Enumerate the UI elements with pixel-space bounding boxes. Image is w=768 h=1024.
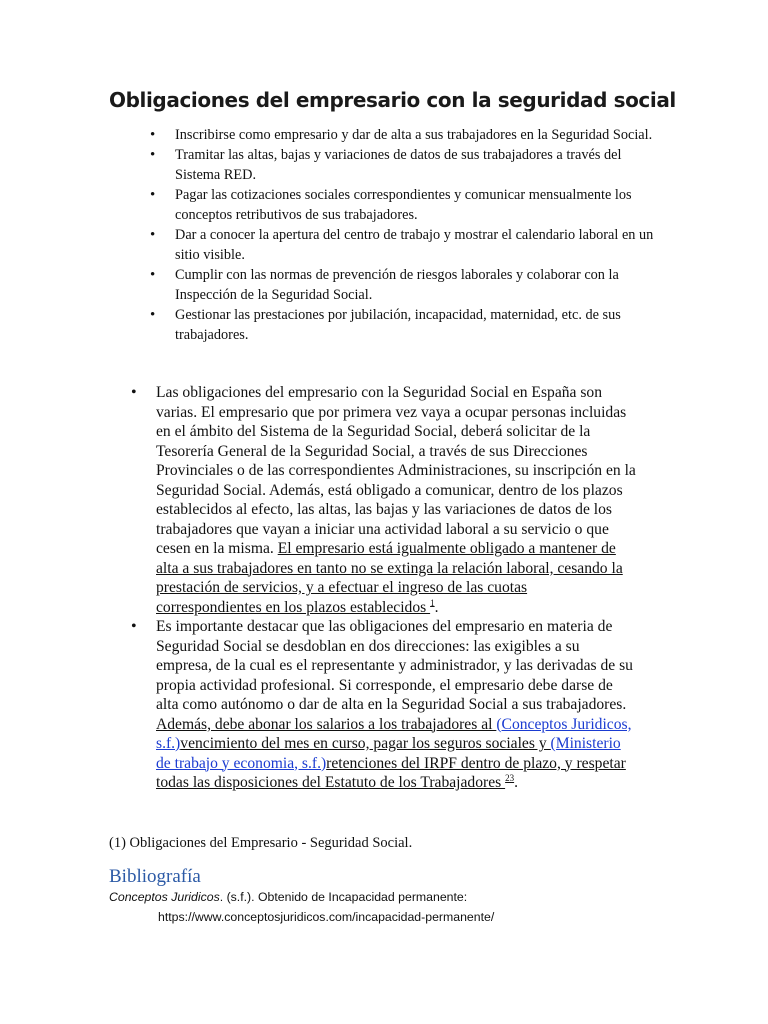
citation-link-conceptos[interactable]: (Conceptos Juridicos, s.f.) (156, 715, 632, 752)
list-item: • Inscribirse como empresario y dar de alta a sus trabajadores en la Seguridad Social. (150, 125, 660, 145)
list-item: • Pagar las cotizaciones sociales correspondientes y comunicar mensualmente los conceptos retributivos de sus trabajadores. (150, 185, 660, 225)
footnote-ref[interactable]: 1 (430, 597, 435, 608)
list-item: • Cumplir con las normas de prevención de riesgos laborales y colaborar con la Inspección de la Seguridad Social. (150, 265, 660, 305)
explanation-paragraph-1 (131, 383, 636, 617)
explanation-list (131, 383, 636, 793)
page-title: Obligaciones del empresario con la seguridad social (109, 88, 676, 112)
period: . (434, 598, 439, 616)
underlined-text: El empresario está igualmente obligado a mantener de alta a sus trabajadores en tanto no se extinga la relación laboral, cesando la prestación de servicios, y a efectuar el ingreso de las cuotas correspondientes en los plazos establecidos (156, 540, 623, 616)
underlined-text: Además, debe abonar los salarios a los trabajadores al (156, 715, 497, 733)
entry-title: Conceptos Juridicos (109, 890, 220, 904)
entry-details: . (s.f.). Obtenido de Incapacidad permanente: (219, 890, 468, 904)
period: . (514, 774, 518, 791)
footnote: (1) Obligaciones del Empresario - Seguridad Social. (109, 835, 413, 851)
paragraph-text: Es importante destacar que las obligaciones del empresario en materia de Seguridad Social se desdoblan en dos direcciones: las exigibles a su empresa, de la cual es el representante y administrador, y las derivadas de su propia actividad profesional. Si corresponde, el empresario debe darse de alta como autónomo o dar de alta en la Seguridad Social a sus trabajadores. (156, 618, 633, 713)
entry-url[interactable]: https://www.conceptosjuridicos.com/incapacidad-permanente/ (158, 910, 495, 924)
bibliography-entry (109, 887, 669, 927)
citation-link-ministerio[interactable]: (Ministerio de trabajo y economia, s.f.) (156, 735, 621, 772)
footnote-ref[interactable]: 23 (505, 772, 515, 783)
explanation-paragraph-2 (131, 617, 636, 793)
list-item: • Tramitar las altas, bajas y variaciones de datos de sus trabajadores a través del Sistema RED. (150, 145, 660, 185)
underlined-text: vencimiento del mes en curso, pagar los seguros sociales y (180, 735, 551, 752)
list-item: • Gestionar las prestaciones por jubilación, incapacidad, maternidad, etc. de sus trabajadores. (150, 305, 660, 345)
list-item: • Dar a conocer la apertura del centro de trabajo y mostrar el calendario laboral en un sitio visible. (150, 225, 660, 265)
paragraph-text: Las obligaciones del empresario con la Seguridad Social en España son varias. El empresario que por primera vez vaya a ocupar personas incluidas en el ámbito del Sistema de la Seguridad Social, deberá solicitar de la Tesorería General de la Seguridad Social, a través de sus Direcciones Provinciales o de las correspondientes Administraciones, su inscripción en la Seguridad Social. Además, está obligado a comunicar, dentro de los plazos establecidos al efecto, las altas, las bajas y las variaciones de datos de los trabajadores que vayan a iniciar una actividad laboral a su servicio o que cesen en la misma. (156, 384, 636, 557)
bibliography-heading: Bibliografía (109, 866, 201, 887)
underlined-text: retenciones del IRPF dentro de plazo, y respetar todas las disposiciones del Estatuto de los Trabajadores (156, 754, 626, 791)
obligations-list (150, 125, 660, 345)
